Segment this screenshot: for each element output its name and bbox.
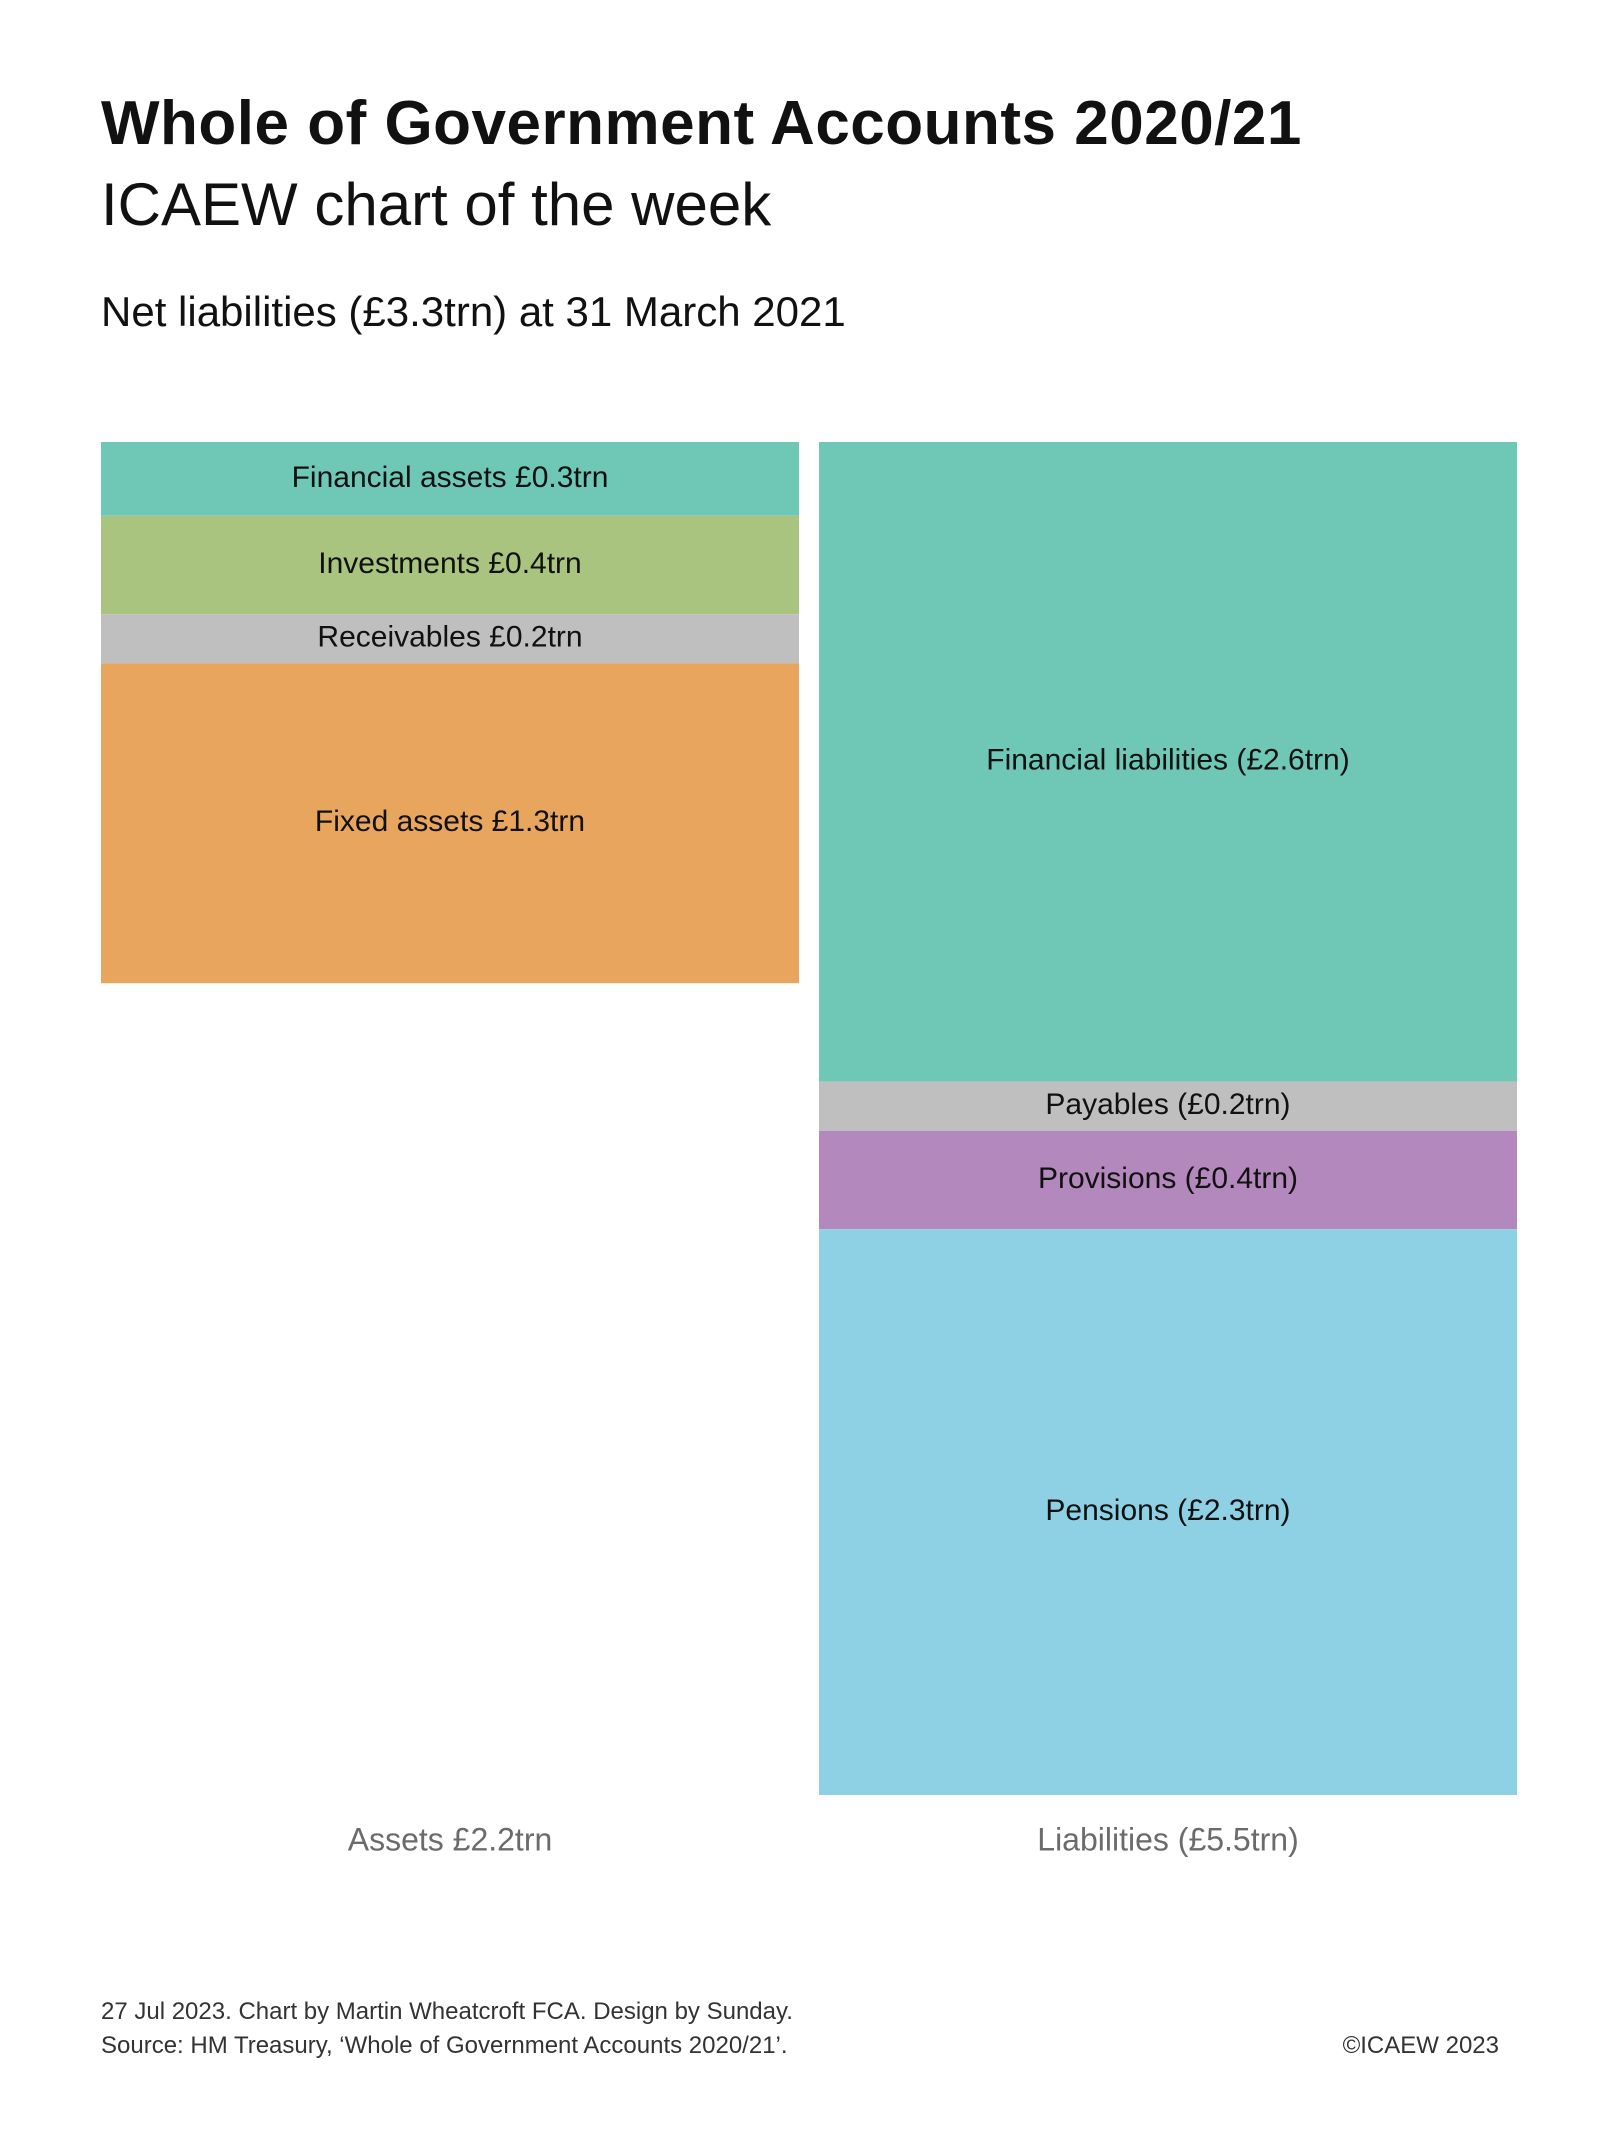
chart-title: Whole of Government Accounts 2020/21 [101,89,1302,158]
chart-subtitle: ICAEW chart of the week [101,171,772,238]
footer-source: Source: HM Treasury, ‘Whole of Government Accounts 2020/21’. [101,2032,788,2059]
chart-heading: Net liabilities (£3.3trn) at 31 March 2021 [101,288,846,335]
footer-copyright: ©ICAEW 2023 [1342,2032,1499,2059]
segment-label-0-3: Fixed assets £1.3trn [314,805,586,839]
column-label-0: Assets £2.2trn [347,1821,553,1858]
segment-label-0-0: Financial assets £0.3trn [291,460,609,494]
column-label-1: Liabilities (£5.5trn) [1037,1821,1299,1858]
footer-credit: 27 Jul 2023. Chart by Martin Wheatcroft FCA. Design by Sunday. [101,1998,793,2025]
segment-label-0-2: Receivables £0.2trn [317,620,583,654]
segment-label-1-2: Provisions (£0.4trn) [1037,1161,1299,1195]
segment-label-0-1: Investments £0.4trn [318,546,582,580]
segment-label-1-1: Payables (£0.2trn) [1045,1088,1291,1122]
segment-label-1-0: Financial liabilities (£2.6trn) [986,743,1350,777]
segment-label-1-3: Pensions (£2.3trn) [1045,1494,1291,1528]
